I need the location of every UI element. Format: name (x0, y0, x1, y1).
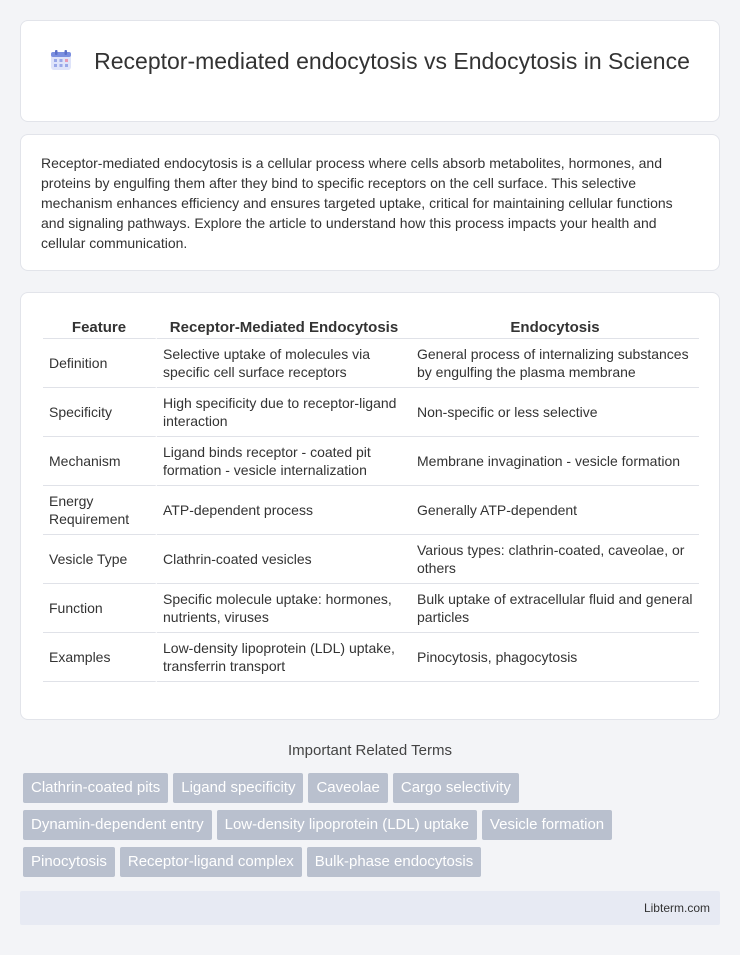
table-row (43, 437, 699, 486)
table-row (43, 633, 699, 682)
tag-ldl-uptake[interactable]: Low-density lipoprotein (LDL) uptake (217, 810, 477, 840)
tag-row (23, 773, 723, 810)
cell-feature: Vesicle Type (43, 535, 157, 584)
tag-ligand-specificity[interactable]: Ligand specificity (173, 773, 303, 803)
header-endocytosis: Endocytosis (411, 313, 699, 339)
cell-endocytosis: Various types: clathrin-coated, caveolae, or others (411, 535, 699, 584)
cell-receptor-mediated: Specific molecule uptake: hormones, nutrients, viruses (157, 584, 411, 633)
intro-paragraph: Receptor-mediated endocytosis is a cellular process where cells absorb metabolites, hormones, and proteins by engulfing them after they bind to specific receptors on the cell surface. This selective mechanism enhances efficiency and ensures targeted uptake, critical for maintaining cellular functions and signaling pathways. Explore the article to understand how this process impacts your health and cellular communication. (41, 155, 673, 251)
cell-feature: Specificity (43, 388, 157, 437)
table-row (43, 486, 699, 535)
header-receptor-mediated: Receptor-Mediated Endocytosis (157, 313, 411, 339)
table-row (43, 339, 699, 388)
cell-endocytosis: General process of internalizing substances by engulfing the plasma membrane (411, 339, 699, 388)
cell-receptor-mediated: Selective uptake of molecules via specific cell surface receptors (157, 339, 411, 388)
cell-endocytosis: Non-specific or less selective (411, 388, 699, 437)
tag-bulk-phase-endocytosis[interactable]: Bulk-phase endocytosis (307, 847, 481, 877)
cell-endocytosis: Bulk uptake of extracellular fluid and general particles (411, 584, 699, 633)
page-title: Receptor-mediated endocytosis vs Endocytosis in Science (94, 48, 690, 74)
cell-receptor-mediated: Low-density lipoprotein (LDL) uptake, transferrin transport (157, 633, 411, 682)
cell-endocytosis: Pinocytosis, phagocytosis (411, 633, 699, 682)
related-terms-heading: Important Related Terms (288, 742, 452, 759)
cell-feature: Mechanism (43, 437, 157, 486)
tag-clathrin-coated-pits[interactable]: Clathrin-coated pits (23, 773, 168, 803)
tag-row (23, 847, 723, 884)
tag-cargo-selectivity[interactable]: Cargo selectivity (393, 773, 519, 803)
table-row (43, 388, 699, 437)
tag-receptor-ligand-complex[interactable]: Receptor-ligand complex (120, 847, 302, 877)
tag-vesicle-formation[interactable]: Vesicle formation (482, 810, 612, 840)
cell-receptor-mediated: Clathrin-coated vesicles (157, 535, 411, 584)
tag-dynamin-dependent-entry[interactable]: Dynamin-dependent entry (23, 810, 212, 840)
intro-card (20, 134, 720, 271)
page-title-wrap (21, 47, 719, 76)
title-card (20, 20, 720, 122)
cell-endocytosis: Membrane invagination - vesicle formation (411, 437, 699, 486)
header-feature: Feature (43, 313, 157, 339)
cell-feature: Examples (43, 633, 157, 682)
cell-receptor-mediated: Ligand binds receptor - coated pit formation - vesicle internalization (157, 437, 411, 486)
cell-receptor-mediated: ATP-dependent process (157, 486, 411, 535)
tag-caveolae[interactable]: Caveolae (308, 773, 387, 803)
cell-feature: Definition (43, 339, 157, 388)
table-row (43, 535, 699, 584)
footer (20, 891, 720, 925)
calendar-icon (50, 49, 72, 71)
cell-feature: Energy Requirement (43, 486, 157, 535)
cell-endocytosis: Generally ATP-dependent (411, 486, 699, 535)
tag-row (23, 810, 723, 847)
comparison-card (20, 292, 720, 720)
cell-feature: Function (43, 584, 157, 633)
footer-brand-link[interactable]: Libterm.com (643, 901, 710, 915)
table-header-row (43, 313, 699, 339)
cell-receptor-mediated: High specificity due to receptor-ligand interaction (157, 388, 411, 437)
comparison-table (43, 313, 699, 682)
table-row (43, 584, 699, 633)
related-terms-list (23, 773, 723, 884)
tag-pinocytosis[interactable]: Pinocytosis (23, 847, 115, 877)
